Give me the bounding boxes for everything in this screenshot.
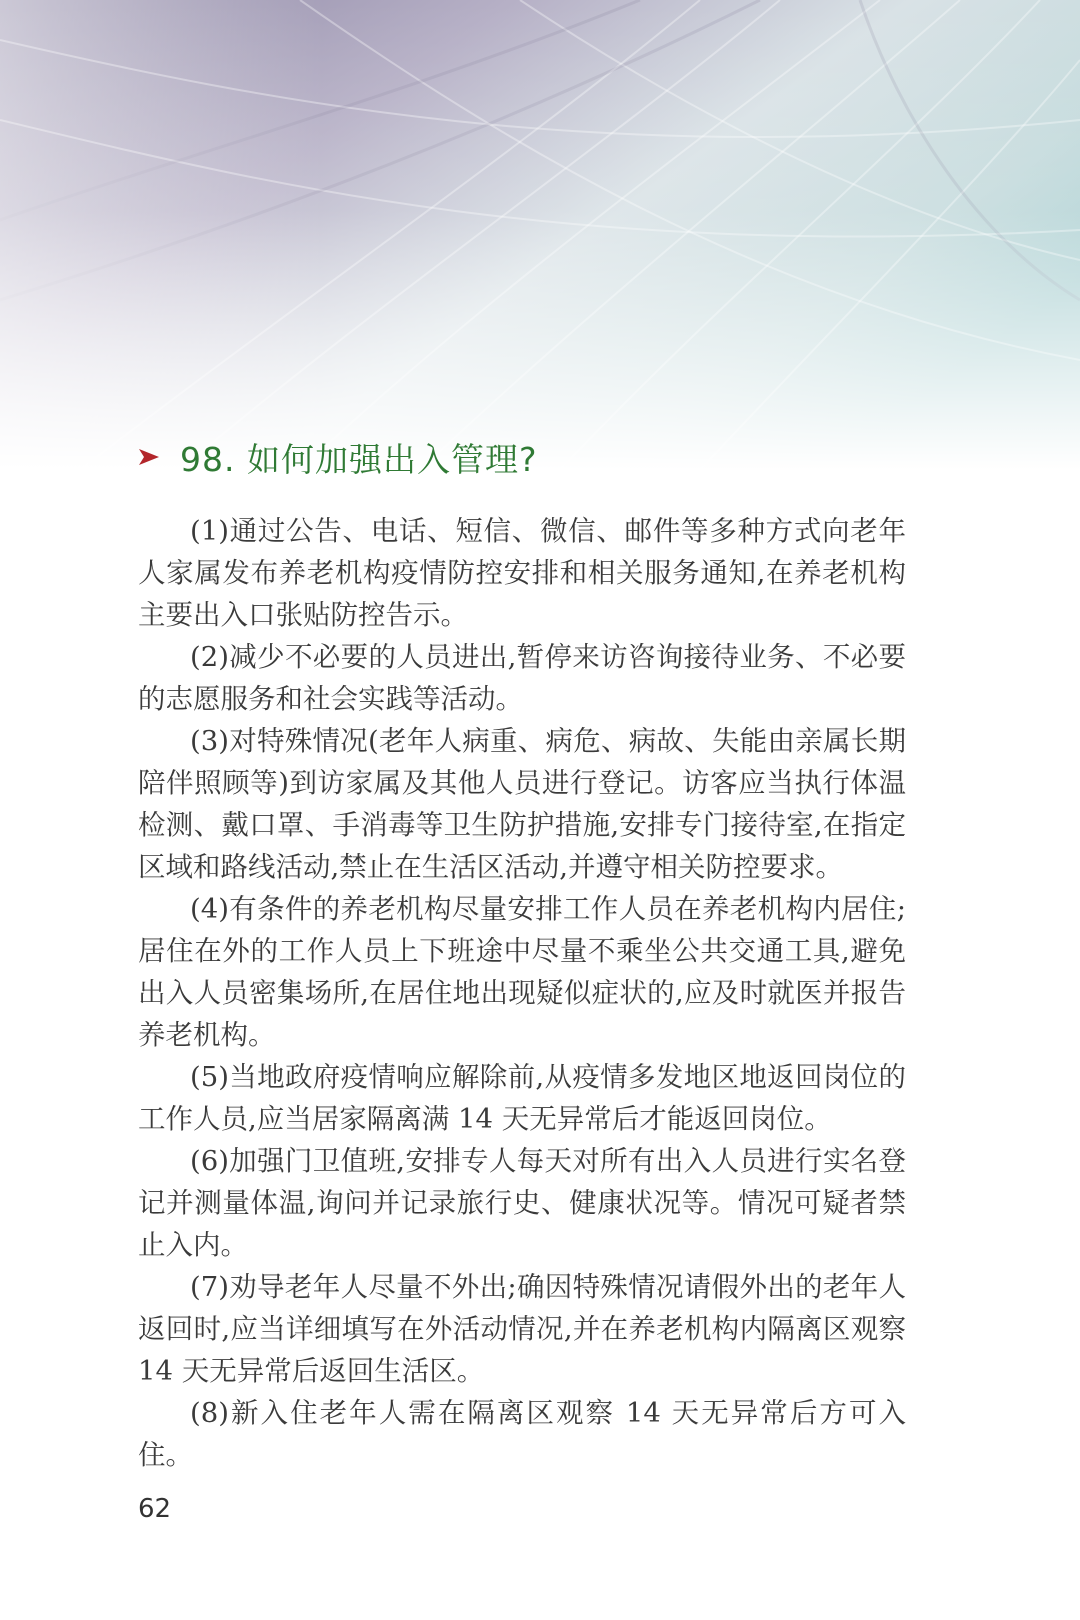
page-number: 62 xyxy=(138,1494,172,1524)
paragraph-8: (8)新入住老年人需在隔离区观察 14 天无异常后方可入住。 xyxy=(138,1397,906,1471)
paragraph-5: (5)当地政府疫情响应解除前,从疫情多发地区地返回岗位的工作人员,应当居家隔离满 14 天无异常后才能返回岗位。 xyxy=(138,1061,906,1135)
header-decoration xyxy=(0,0,1080,470)
paragraph-2: (2)减少不必要的人员进出,暂停来访咨询接待业务、不必要的志愿服务和社会实践等活动。 xyxy=(138,641,906,715)
paragraph-6: (6)加强门卫值班,安排专人每天对所有出入人员进行实名登记并测量体温,询问并记录旅行史、健康状况等。情况可疑者禁止入内。 xyxy=(138,1145,906,1261)
paragraph-4: (4)有条件的养老机构尽量安排工作人员在养老机构内居住;居住在外的工作人员上下班途中尽量不乘坐公共交通工具,避免出入人员密集场所,在居住地出现疑似症状的,应及时就医并报告养老机构。 xyxy=(138,893,906,1051)
section-title: 98. 如何加强出入管理? xyxy=(180,439,538,479)
arrow-bullet-icon xyxy=(138,446,160,468)
paragraph-1: (1)通过公告、电话、短信、微信、邮件等多种方式向老年人家属发布养老机构疫情防控安排和相关服务通知,在养老机构主要出入口张贴防控告示。 xyxy=(138,515,906,631)
section-heading xyxy=(138,432,538,482)
paragraph-7: (7)劝导老年人尽量不外出;确因特殊情况请假外出的老年人返回时,应当详细填写在外活动情况,并在养老机构内隔离区观察 14 天无异常后返回生活区。 xyxy=(138,1271,906,1387)
paragraph-3: (3)对特殊情况(老年人病重、病危、病故、失能由亲属长期陪伴照顾等)到访家属及其他人员进行登记。访客应当执行体温检测、戴口罩、手消毒等卫生防护措施,安排专门接待室,在指定区域和路线活动,禁止在生活区活动,并遵守相关防控要求。 xyxy=(138,725,906,883)
body-text xyxy=(138,510,906,1476)
